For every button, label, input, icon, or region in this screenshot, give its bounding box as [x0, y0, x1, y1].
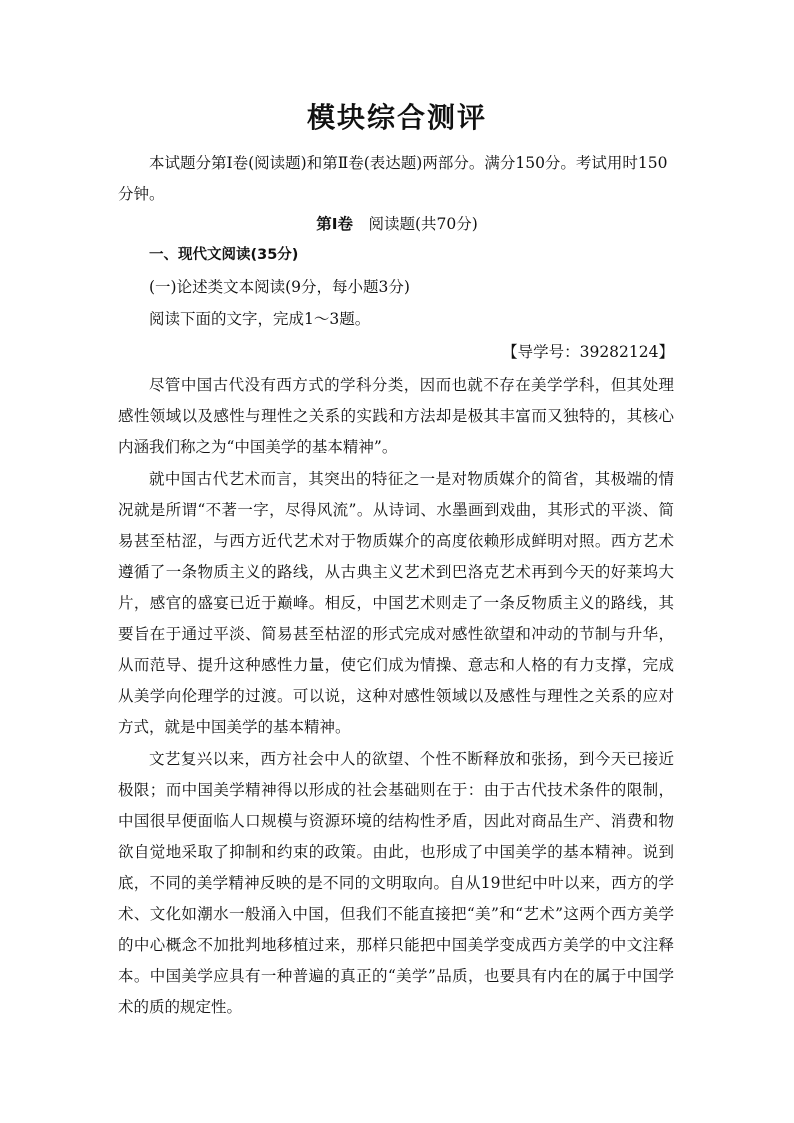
passage-paragraph: 文艺复兴以来，西方社会中人的欲望、个性不断释放和张扬，到今天已接近极限；而中国美学精神得以形成的社会基础则在于：由于古代技术条件的限制，中国很早便面临人口规模与资源环境的结构性矛盾，因此对商品生产、消费和物欲自觉地采取了抑制和约束的政策。由此，也形成了中国美学的基本精神。说到底，不同的美学精神反映的是不同的文明取向。自从19世纪中叶以来，西方的学术、文化如潮水一般涌入中国，但我们不能直接把“美”和“艺术”这两个西方美学的中心概念不加批判地移植过来，那样只能把中国美学变成西方美学的中文注释本。中国美学应具有一种普遍的真正的“美学”品质，也要具有内在的属于中国学术的质的规定性。 — [118, 750, 674, 1016]
part-heading: 一、现代文阅读(35分) — [149, 247, 299, 263]
document-number: 【导学号：39282124】 — [502, 343, 674, 361]
exam-intro: 本试题分第Ⅰ卷(阅读题)和第Ⅱ卷(表达题)两部分。满分150分。考试用时150分钟。 — [118, 154, 668, 203]
passage-paragraph: 就中国古代艺术而言，其突出的特征之一是对物质媒介的简省，其极端的情况就是所谓“不著一字，尽得风流”。从诗词、水墨画到戏曲，其形式的平淡、简易甚至枯涩，与西方近代艺术对于物质媒介的高度依赖形成鲜明对照。西方艺术遵循了一条物质主义的路线，从古典主义艺术到巴洛克艺术再到今天的好莱坞大片，感官的盛宴已近于巅峰。相反，中国艺术则走了一条反物质主义的路线，其要旨在于通过平淡、简易甚至枯涩的形式完成对感性欲望和冲动的节制与升华，从而范导、提升这种感性力量，使它们成为情操、意志和人格的有力支撑，完成从美学向伦理学的过渡。可以说，这种对感性领域以及感性与理性之关系的应对方式，就是中国美学的基本精神。 — [118, 470, 674, 736]
section-label: 第Ⅰ卷 — [316, 215, 353, 233]
document-title: 模块综合测评 — [306, 101, 487, 134]
section-heading — [0, 212, 794, 234]
subpart-heading: (一)论述类文本阅读(9分，每小题3分) — [149, 278, 410, 296]
passage-paragraph: 尽管中国古代没有西方式的学科分类，因而也就不存在美学学科，但其处理感性领域以及感性与理性之关系的实践和方法却是极其丰富而又独特的，其核心内涵我们称之为“中国美学的基本精神”。 — [118, 376, 674, 456]
section-label-rest: 阅读题(共70分) — [352, 215, 478, 233]
reading-instruction: 阅读下面的文字，完成1～3题。 — [149, 310, 371, 328]
